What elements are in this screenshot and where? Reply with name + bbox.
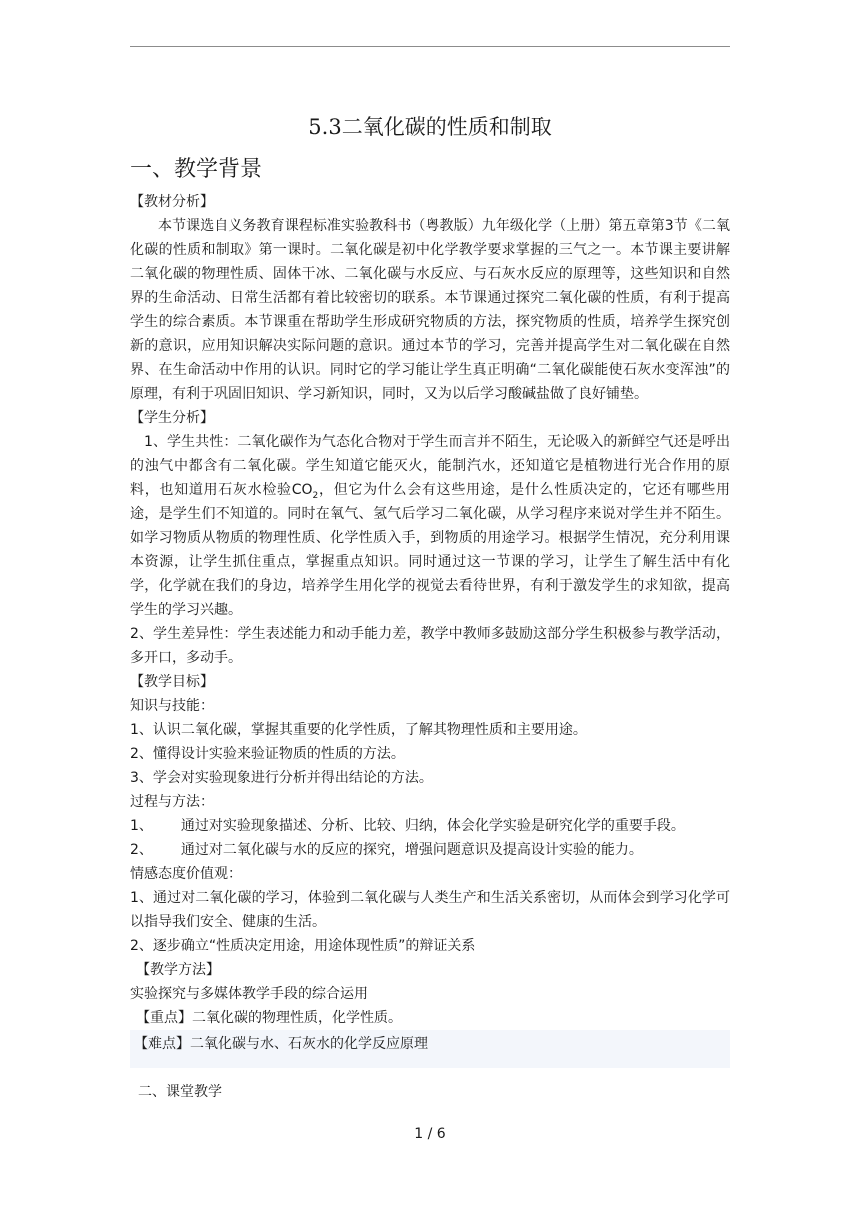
section-heading-background: 一、教学背景 — [130, 157, 263, 182]
student-commonality-part1: 1、学生共性：二氧化碳作为气态化合物对于学生而言并不陌生，无论吸入的新鲜空气还是呼出的浊气中都含有二氧化碳。学生知道它能灭火，能制汽水，还知道它是植物进行光合作用的原料，也知道用石灰水检验CO — [130, 434, 730, 498]
section-heading-classroom: 二、课堂教学 — [138, 1084, 222, 1100]
knowledge-item: 2、懂得设计实验来验证物质的性质的方法。 — [130, 746, 405, 762]
material-analysis-label: 【教材分析】 — [130, 194, 214, 210]
document-body — [130, 112, 730, 1104]
page-title: 5.3二氧化碳的性质和制取 — [308, 115, 552, 139]
student-difference-text: 2、学生差异性：学生表述能力和动手能力差，教学中教师多鼓励这部分学生积极参与教学活动，多开口，多动手。 — [130, 626, 730, 666]
student-commonality-part2: ，但它为什么会有这些用途，是什么性质决定的，它还有哪些用途，是学生们不知道的。同时在氧气、氢气后学习二氧化碳，从学习程序来说对学生并不陌生。如学习物质从物质的物理性质、化学性质入手，到物质的用途学习。根据学生情况，充分利用课本资源，让学生抓住重点，掌握重点知识。同时通过这一节课的学习，让学生了解生活中有化学，化学就在我们的身边，培养学生用化学的视觉去看待世界，有利于激发学生的求知欲，提高学生的学习兴趣。 — [130, 482, 731, 618]
process-item-text: 通过对二氧化碳与水的反应的探究，增强问题意识及提高设计实验的能力。 — [180, 842, 643, 858]
teaching-method-text: 实验探究与多媒体教学手段的综合运用 — [130, 986, 368, 1002]
process-item-number: 1、 — [130, 818, 153, 834]
knowledge-item: 3、学会对实验现象进行分析并得出结论的方法。 — [130, 770, 433, 786]
co2-subscript: 2 — [312, 490, 319, 501]
teaching-method-label: 【教学方法】 — [136, 962, 220, 978]
process-item-number: 2、 — [130, 842, 153, 858]
emotion-values-label: 情感态度价值观： — [130, 866, 242, 882]
knowledge-skills-label: 知识与技能： — [130, 698, 214, 714]
knowledge-item: 1、认识二氧化碳，掌握其重要的化学性质，了解其物理性质和主要用途。 — [130, 722, 587, 738]
process-item — [130, 814, 730, 838]
teaching-goals-label: 【教学目标】 — [130, 674, 214, 690]
process-item-text: 通过对实验现象描述、分析、比较、归纳，体会化学实验是研究化学的重要手段。 — [180, 818, 685, 834]
key-point: 【重点】二氧化碳的物理性质，化学性质。 — [136, 1010, 402, 1026]
header-rule — [130, 46, 730, 47]
emotion-item: 1、通过对二氧化碳的学习，体验到二氧化碳与人类生产和生活关系密切，从而体会到学习化学可以指导我们安全、健康的生活。 — [130, 890, 730, 930]
emotion-item: 2、逐步确立“性质决定用途，用途体现性质”的辩证关系 — [130, 938, 476, 954]
process-methods-label: 过程与方法： — [130, 794, 214, 810]
student-analysis-label: 【学生分析】 — [130, 410, 214, 426]
difficult-point: 【难点】二氧化碳与水、石灰水的化学反应原理 — [130, 1030, 730, 1068]
student-commonality-text — [130, 430, 730, 622]
material-analysis-text: 本节课选自义务教育课程标准实验教科书（粤教版）九年级化学（上册）第五章第3节《二氧化碳的性质和制取》第一课时。二氧化碳是初中化学教学要求掌握的三气之一。本节课主要讲解二氧化碳的物理性质、固体干冰、二氧化碳与水反应、与石灰水反应的原理等，这些知识和自然界的生命活动、日常生活都有着比较密切的联系。本节课通过探究二氧化碳的性质，有利于提高学生的综合素质。本节课重在帮助学生形成研究物质的方法，探究物质的性质，培养学生探究创新的意识，应用知识解决实际问题的意识。通过本节的学习，完善并提高学生对二氧化碳在自然界、在生命活动中作用的认识。同时它的学习能让学生真正明确“二氧化碳能使石灰水变浑浊”的原理，有利于巩固旧知识、学习新知识，同时，又为以后学习酸碱盐做了良好铺垫。 — [130, 218, 730, 402]
process-item — [130, 838, 730, 862]
page-number: 1 / 6 — [414, 1126, 446, 1142]
